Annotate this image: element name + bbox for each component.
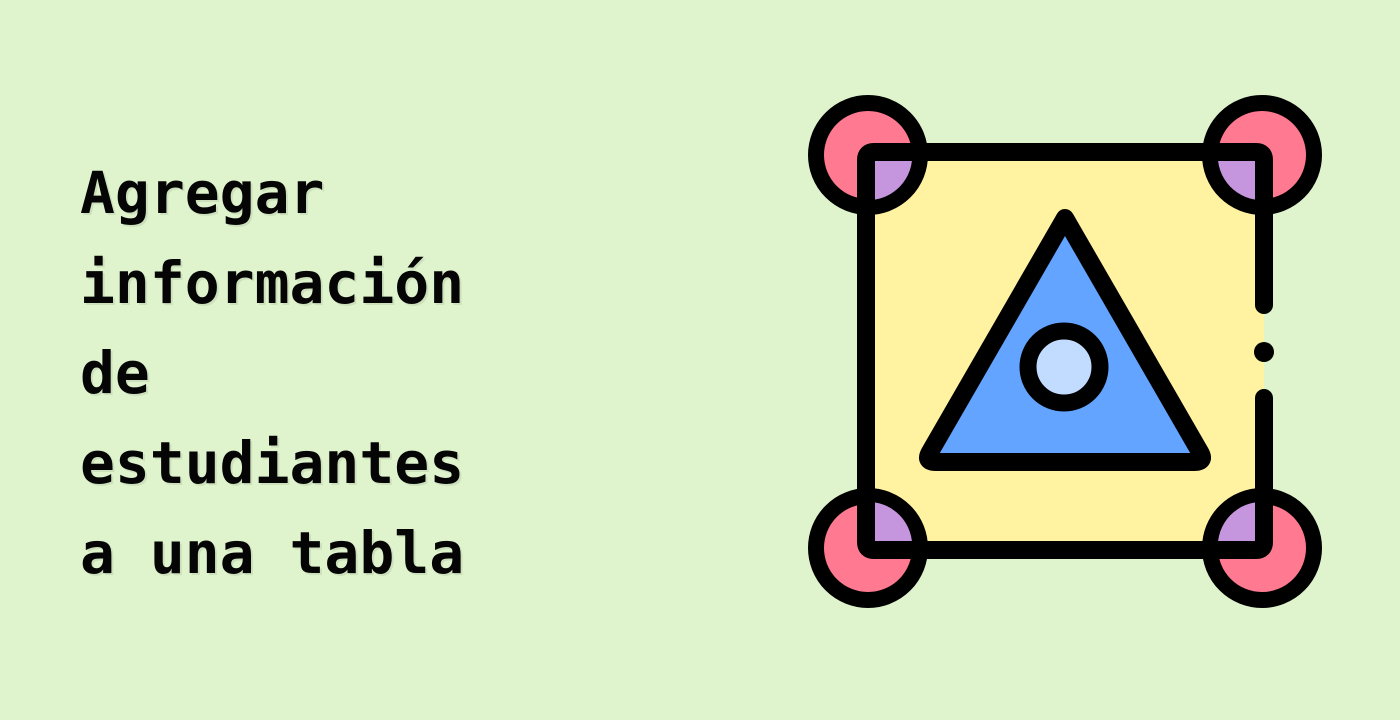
title-line-4: estudiantes	[80, 429, 465, 497]
frame-gap-dot	[1254, 342, 1274, 362]
title-line-5: a una tabla	[80, 519, 465, 587]
page-title	[80, 148, 640, 598]
triangle-shape-selection-icon	[800, 95, 1330, 615]
title-line-2: información	[80, 249, 465, 317]
title-line-3: de	[80, 339, 150, 407]
title-line-1: Agregar	[80, 159, 325, 227]
triangle-center-dot	[1028, 331, 1100, 403]
